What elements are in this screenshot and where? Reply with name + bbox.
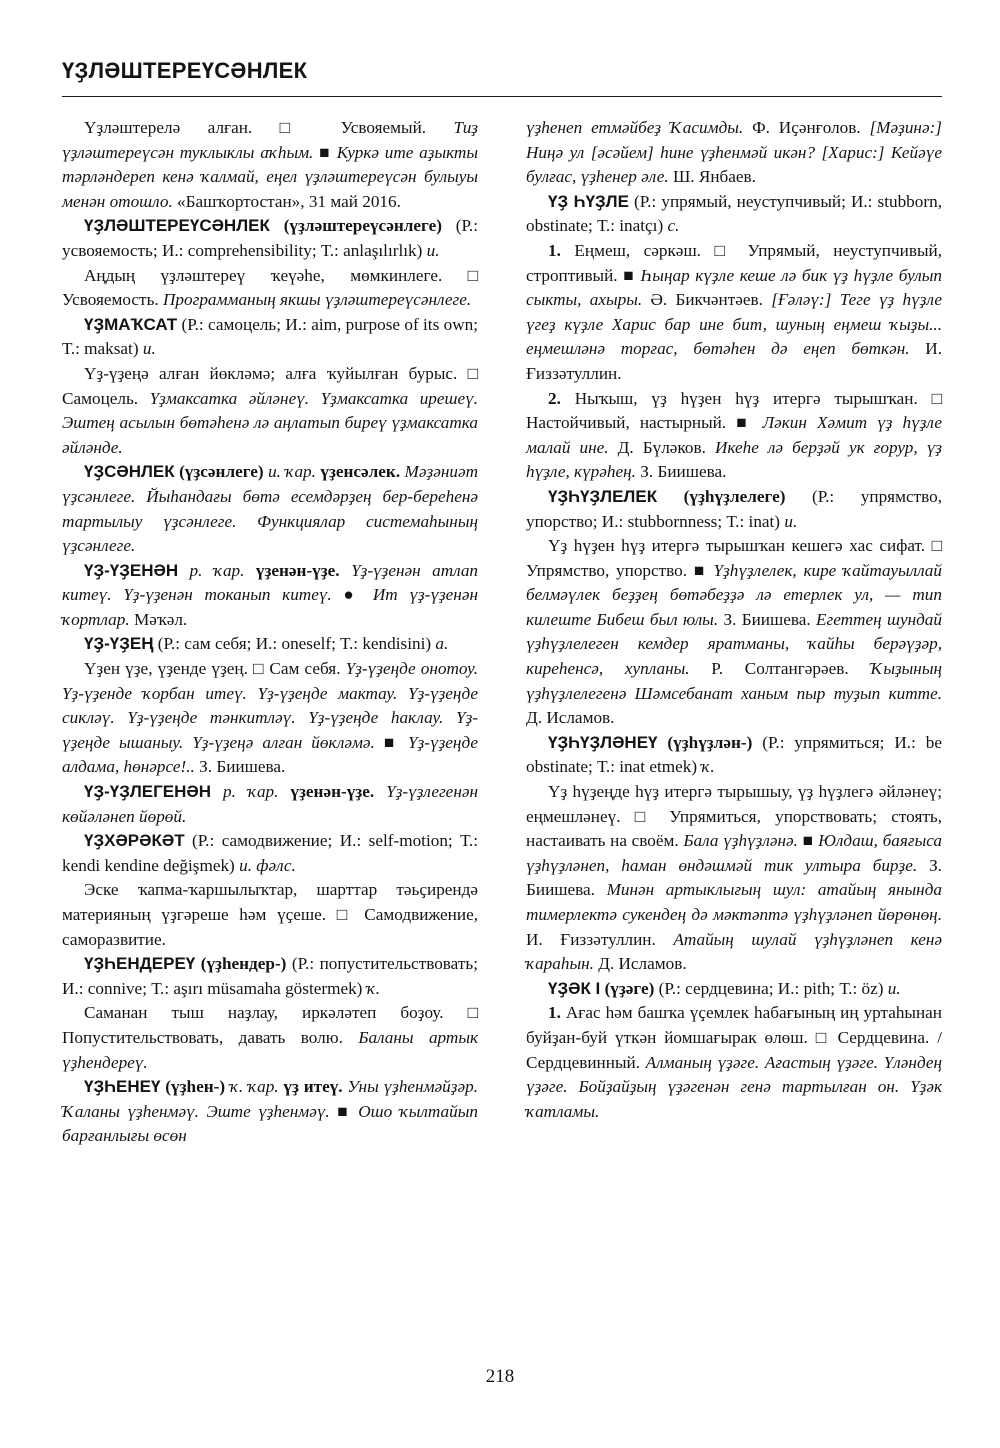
entry-paragraph xyxy=(62,116,478,214)
grammar-form: (үҙһүҙлелеге) xyxy=(657,486,786,506)
headword: ҮҘҺЕНЕҮ xyxy=(84,1077,161,1097)
definition-text: (Р.: сам себя; И.: oneself; Т.: kendisini) xyxy=(153,634,436,654)
dictionary-entry xyxy=(526,977,942,1002)
headword: ҮҘСӘНЛЕК xyxy=(84,462,175,482)
definition-text: Саманан тыш наҙлау, иркәләтеп боҙоу. □ Попустительствовать, давать волю. xyxy=(62,1003,478,1047)
grammar-form: 1. xyxy=(548,240,561,260)
headword: ҮҘМАҠСАТ xyxy=(84,314,178,334)
dictionary-entry xyxy=(62,1075,478,1149)
definition-text: (Р.: попустительствовать; И.: connive; Т.: aşırı müsamaha göstermek) xyxy=(62,954,478,998)
dictionary-entry xyxy=(62,559,478,633)
definition-text: И. Ғиззәтуллин. xyxy=(526,339,942,383)
example-text: [Мәҙинә:] Ниңә ул [әсәйем] һине үҙһенмәй икән? [Харис:] Кейәүе булғас, үҙһенер әле. xyxy=(526,118,942,187)
definition-text: ■ xyxy=(797,831,819,851)
headword: ҮҘҺҮҘЛӘНЕҮ xyxy=(548,732,658,752)
example-text: р. ҡар. xyxy=(211,782,291,802)
dictionary-entry xyxy=(62,313,478,362)
example-text: Бала үҙһүҙләнә. xyxy=(683,831,798,851)
dictionary-entry xyxy=(62,632,478,657)
definition-text: (Р.: упрямиться; И.: be obstinate; Т.: inat etmek) xyxy=(526,732,943,777)
grammar-form: (үҙһүҙлән-) xyxy=(657,732,753,752)
headword: ҮҘ-ҮҘЕНӘН xyxy=(84,560,179,580)
grammar-form: үҙ итеү. xyxy=(283,1077,343,1097)
example-text: ҡ. xyxy=(366,978,381,998)
example-text: Ҡыҙының үҙһүҙлелегенә Шәмсебанат ханым пыр туҙып китте. xyxy=(526,659,942,703)
grammar-form: үҙенән-үҙе. xyxy=(255,560,340,580)
example-text: Егеттең шундай үҙһүҙлелеген кемдер яратманы, ҡайһы берәүҙәр, киреһенсә, хупланы. xyxy=(526,609,942,679)
example-text: Үҙ-үҙеңде алдама, һөнәрсе!.. xyxy=(62,732,478,777)
headword: ҮҘҺҮҘЛЕЛЕК xyxy=(548,486,658,506)
definition-text: «Башҡортостан», 31 май 2016. xyxy=(172,191,401,211)
example-text: үҙһенеп етмәйбеҙ Ҡасимды. xyxy=(526,118,744,137)
dictionary-entry xyxy=(526,190,942,239)
definition-text: Еңмеш, сәркәш. □ Упрямый, неуступчивый, строптивый. ■ xyxy=(526,240,942,285)
example-text: с. xyxy=(667,216,680,236)
example-text: Юлдаш, баяғыса үҙһүҙләнеп, һаман өндәшмәй тик ултыра бирҙе. xyxy=(526,831,942,875)
dictionary-entry xyxy=(62,460,478,558)
example-text: Атайың шулай үҙһүҙләнеп кенә ҡараһын. xyxy=(526,929,943,974)
example-text: Куркә ите аҙыкты тәрләндереп кенә ҡалмай, еңел үҙләштереүсән булыуы менән отошло. xyxy=(62,142,478,211)
definition-text: Үҙ һүҙеңде һүҙ итергә тырышыу, үҙ һүҙлегә әйләнеү; еңмешләнеү. □ Упрямиться, упорствовать; стоять, настаивать на своём. xyxy=(526,782,942,851)
example-text: Үҙһүҙлелек, кире ҡайтауыллай белмәүлек беҙҙең бөтәбеҙҙә лә етерлек ул, — тип килеште Бибеш был юлы. xyxy=(526,560,942,629)
page-number: 218 xyxy=(485,1366,515,1387)
example-text: Уны үҙһенмәйҙәр. Ҡаланы үҙһенмәү. Эште үҙһенмәү. xyxy=(62,1077,478,1121)
dictionary-entry xyxy=(62,214,478,263)
example-text: [Ғәләү:] Теге үҙ һүҙле үгеҙ күҙле Харис бар ине бит, шуның еңмеш ҡыҙы... еңмешләнә торғас, бөтәһен дә еңеп бөткән. xyxy=(526,290,942,359)
example-text: Икеһе лә берҙәй ук ғорур, үҙ һүҙле, күрәһең. xyxy=(526,437,942,482)
definition-text: Үҙләштерелә алған. □ Усвояемый. xyxy=(84,118,454,137)
definition-text: З. Биишева. xyxy=(194,757,286,777)
grammar-form: (үҙләштереүсәнлеге) xyxy=(269,216,442,236)
right-column xyxy=(526,116,942,1124)
example-text: ҡ. xyxy=(701,757,715,777)
entry-paragraph xyxy=(526,780,942,977)
example-text: и. xyxy=(887,978,901,998)
example-text: Үҙ-үҙлегенән көйәләнеп йөрөй. xyxy=(62,782,478,826)
example-text: и. ҡар. xyxy=(268,462,316,482)
example-text: ҡ. ҡар. xyxy=(229,1077,284,1097)
definition-text: Ш. Янбаев. xyxy=(668,167,756,187)
headword: ҮҘЛӘШТЕРЕҮСӘНЛЕК xyxy=(84,216,270,236)
example-text: и. фәлс. xyxy=(239,855,296,875)
example-text: Ошо ҡылтайып барғанлығы өсөн xyxy=(62,1101,478,1146)
grammar-form: (үҙсәнлеге) xyxy=(174,462,269,482)
definition-text: (Р.: самоцель; И.: aim, purpose of its own; Т.: maksat) xyxy=(62,314,478,359)
definition-text: Ә. Бикчәнтәев. xyxy=(642,290,772,310)
definition-text: Аңдың үҙләштереү ҡеүәһе, мөмкинлеге. □ Усвояемость. xyxy=(62,265,478,310)
definition-text: Ныҡыш, үҙ һүҙен һүҙ итергә тырышҡан. □ Настойчивый, настырный. ■ xyxy=(526,388,942,433)
headword: ҮҘ ҺҮҘЛЕ xyxy=(548,191,629,211)
example-text: Ит үҙ-үҙенән ҡортлар. xyxy=(62,585,478,629)
headword: ҮҘ-ҮҘЛЕГЕНӘН xyxy=(84,782,212,802)
grammar-form: (үҙһен-) xyxy=(160,1077,230,1097)
entry-paragraph xyxy=(62,264,478,313)
headword: ҮҘХӘРӘКӘТ xyxy=(84,831,185,851)
entry-paragraph xyxy=(62,362,478,460)
definition-text: (Р.: усвояемость; И.: comprehensibility; Т.: anlaşılırlık) xyxy=(62,216,478,260)
example-text: а. xyxy=(435,634,449,654)
grammar-form: (үҙһендер-) xyxy=(195,954,287,974)
dictionary-entry xyxy=(526,485,942,534)
definition-text: Д. Исламов. xyxy=(526,708,615,728)
example-text: Һыңар күҙле кеше лә бик үҙ һүҙле булып сыкты, ахыры. xyxy=(526,265,943,310)
dictionary-entry xyxy=(62,780,478,829)
example-text: р. ҡар. xyxy=(178,560,256,580)
definition-text: ■ xyxy=(329,1101,359,1121)
definition-text: Мәҡәл. xyxy=(129,609,188,629)
definition-text: Үҙен үҙе, үҙенде үҙең. □ Сам себя. xyxy=(84,659,346,679)
definition-text: Д. Исламов. xyxy=(593,954,687,974)
dictionary-entry xyxy=(62,829,478,878)
grammar-form: үҙенән-үҙе. xyxy=(290,782,375,802)
example-text: Минән артыклығың шул: атайың янында тимерлектә сукендең дә мәктәптә үҙһүҙләнеп йөрөнөң. xyxy=(526,880,942,924)
example-text: Тиҙ үҙләштереүсән туклыклы аҡһым. xyxy=(62,118,478,162)
example-text: Баланы артык үҙһендереү. xyxy=(62,1027,479,1072)
definition-text xyxy=(340,561,351,580)
headword: ҮҘҺЕНДЕРЕҮ xyxy=(84,954,196,974)
entry-paragraph xyxy=(526,1001,942,1124)
example-text: Алманың үҙәге. Ағастың үҙәге. Үләндең үҙәге. Бойҙайҙың үҙәгенән генә тартылған он. Үҙәк ҡатламы. xyxy=(526,1052,942,1121)
definition-text: (Р.: самодвижение; И.: self-motion; Т.: kendi kendine değişmek) xyxy=(62,831,478,875)
example-text: и. xyxy=(426,240,440,260)
example-text: Үҙмаксатка әйләнеү. Үҙмаксатка ирешеү. Эштең асылын бөтәһенә лә аңлатып биреү үҙмаксатка әйләнде. xyxy=(62,388,479,457)
entry-paragraph xyxy=(526,239,942,387)
grammar-form: (үҙәге) xyxy=(600,978,655,998)
grammar-form: үҙенсәлек. xyxy=(315,462,401,482)
definition-text xyxy=(374,782,386,801)
definition-text: З. Биишева. xyxy=(718,609,817,629)
grammar-form: 2. xyxy=(548,388,561,408)
definition-text: Д. Бүләков. xyxy=(608,437,715,457)
running-header: ҮҘЛӘШТЕРЕҮСӘНЛЕК xyxy=(62,58,308,83)
dictionary-entry xyxy=(62,952,478,1001)
example-text: и. xyxy=(142,339,156,359)
definition-text: (Р.: сердцевина; И.: pith; Т.: öz) xyxy=(654,978,888,998)
definition-text: Ф. Иҫәнғолов. xyxy=(743,118,870,137)
definition-text: (Р.: упрямство, упорство; И.: stubbornness; Т.: inat) xyxy=(526,486,942,531)
header-rule xyxy=(62,96,942,97)
entry-paragraph xyxy=(526,116,942,190)
example-text: и. xyxy=(784,511,798,531)
entry-paragraph xyxy=(526,534,942,731)
definition-text: Үҙ-үҙеңә алған йөкләмә; алға ҡуйылған бурыс. □ Самоцель. xyxy=(62,363,478,408)
headword: ҮҘӘК I xyxy=(548,978,601,998)
definition-text: Эске ҡапма-ҡаршылыҡтар, шарттар тәьҫирендә материяның үҙгәреше һәм үҫеше. □ Самодвижение, саморазвитие. xyxy=(62,880,478,949)
entry-paragraph xyxy=(526,387,942,485)
definition-text: Үҙ һүҙен һүҙ итергә тырышҡан кешегә хас сифат. □ Упрямство, упорство. ■ xyxy=(526,536,942,580)
example-text: Үҙ-үҙеңде онотоу. Үҙ-үҙенде ҡорбан итеү. Үҙ-үҙеңде мактау. Үҙ-үҙеңде сикләү. Үҙ-үҙеңде тәнкитләү. Үҙ-үҙеңде һаклау. Үҙ-үҙеңде ышаныу. Үҙ-үҙеңә алған йөкләмә. xyxy=(62,659,478,752)
definition-text: Ағас һәм башҡа үҫемлек һабағының иң уртаһынан буйҙан-буй үткән йомшағырак өлөш. □ Сердцевина. / Сердцевинный. xyxy=(526,1003,942,1072)
dictionary-entry xyxy=(526,731,942,780)
entry-paragraph xyxy=(62,657,478,780)
left-column xyxy=(62,116,478,1149)
example-text: Программаның якшы үҙләштереүсәнлеге. xyxy=(163,290,472,310)
definition-text: И. Ғиззәтуллин. xyxy=(526,929,674,949)
definition-text: (Р.: упрямый, неуступчивый; И.: stubborn, obstinate; Т.: inatçı) xyxy=(526,191,942,236)
definition-text: Р. Солтангәрәев. xyxy=(689,659,871,679)
example-text: Мәҙәниәт үҙсәнлеге. Йыһандағы бөтә есемдәрҙең бер-береһенә тартылыу үҙсәнлеге. Функциялар системаһының үҙсәнлеге. xyxy=(62,462,478,556)
definition-text: З. Биишева. xyxy=(635,462,727,482)
headword: ҮҘ-ҮҘЕҢ xyxy=(84,634,154,654)
grammar-form: 1. xyxy=(548,1003,561,1023)
definition-text: ■ xyxy=(313,142,337,162)
example-text: Ләкин Хәмит үҙ һүҙле малай ине. xyxy=(526,413,942,457)
definition-text: ■ xyxy=(374,732,409,752)
entry-paragraph xyxy=(62,1001,478,1075)
definition-text: З. Биишева. xyxy=(526,855,942,900)
entry-paragraph xyxy=(62,878,478,952)
example-text: Үҙ-үҙенән атлап китеү. Үҙ-үҙенән токанып китеү. xyxy=(62,560,479,605)
definition-text: ● xyxy=(331,585,373,605)
